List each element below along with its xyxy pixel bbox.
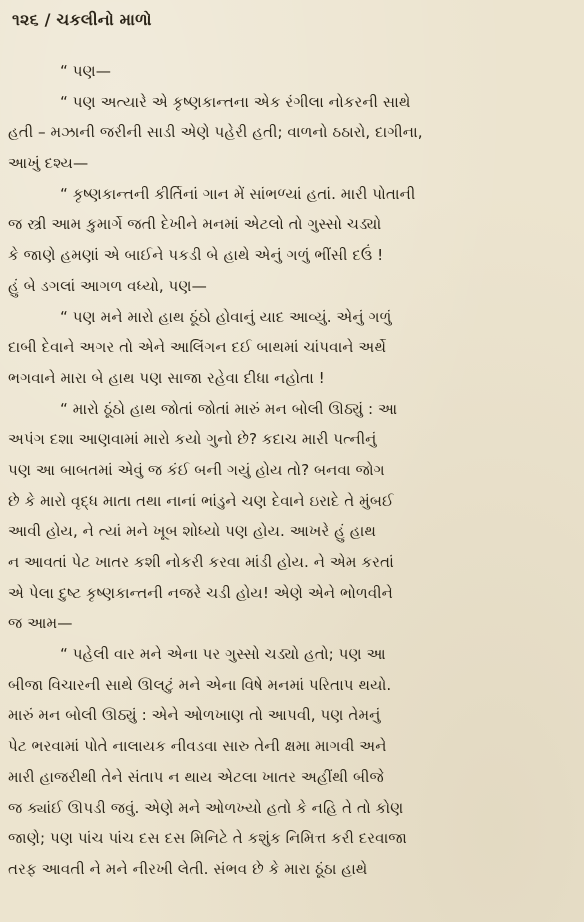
text-line: “ પણ મને મારો હાથ ઠૂંઠો હોવાનું યાદ આવ્યું. એનું ગળું bbox=[60, 307, 392, 326]
text-line: છે કે મારો વૃદ્ધ માતા તથા નાનાં ભાંડુને ચણ દેવાને ઇરાદે તે મુંબઈ bbox=[8, 491, 394, 510]
text-line: આવી હોય, ને ત્યાં મને ખૂબ શોધ્યો પણ હોય. આખરે હું હાથ bbox=[8, 522, 376, 541]
text-line: તરફ આવતી ને મને નીરખી લેતી. સંભવ છે કે મારા ઠૂંઠા હાથે bbox=[8, 859, 368, 878]
text-line: અપંગ દશા આણવામાં મારો કયો ગુનો છે? કદાચ મારી પત્નીનું bbox=[8, 430, 377, 449]
text-line: જ આમ— bbox=[8, 614, 73, 633]
page-header bbox=[12, 10, 152, 30]
text-line: જ સ્ત્રી આમ કુમાર્ગે જતી દેખીને મનમાં એટલો તો ગુસ્સો ચડ્યો bbox=[8, 215, 382, 234]
text-line: “ મારો ઠૂંઠો હાથ જોતાં જોતાં મારું મન બોલી ઊઠ્યું : આ bbox=[60, 399, 398, 418]
text-line: જ ક્યાંઈ ઊપડી જવું. એણે મને ઓળખ્યો હતો કે નહિ તે તો કોણ bbox=[8, 798, 404, 817]
text-line: “ પણ અત્યારે એ કૃષ્ણકાન્તના એક રંગીલા નોકરની સાથે bbox=[60, 92, 411, 111]
text-line: દાબી દેવાને અગર તો એને આલિંગન દઈ બાથમાં ચાંપવાને અર્થે bbox=[8, 338, 387, 357]
text-line: મારી હાજરીથી તેને સંતાપ ન થાય એટલા ખાતર અહીંથી બીજે bbox=[8, 767, 384, 786]
header-separator: / bbox=[44, 10, 51, 29]
text-line: આખું દશ્ય— bbox=[8, 154, 89, 173]
text-line: પણ આ બાબતમાં એવું જ કંઈ બની ગયું હોય તો? બનવા જોગ bbox=[8, 460, 385, 479]
text-line: “ પણ— bbox=[60, 62, 111, 80]
text-line: એ પેલા દુષ્ટ કૃષ્ણકાન્તની નજરે ચડી હોય! એણે એને ભોળવીને bbox=[8, 583, 393, 602]
text-line: “ કૃષ્ણકાન્તની કીર્તિનાં ગાન મેં સાંભળ્યાં હતાં. મારી પોતાની bbox=[60, 184, 416, 203]
text-line: “ પહેલી વાર મને એના પર ગુસ્સો ચડ્યો હતો; પણ આ bbox=[60, 645, 386, 664]
book-title: ચકલીનો માળો bbox=[56, 10, 152, 29]
page-number: ૧૨૬ bbox=[12, 10, 39, 29]
text-line: હું બે ડગલાં આગળ વધ્યો, પણ— bbox=[8, 276, 207, 295]
text-line: ન આવતાં પેટ ખાતર કશી નોકરી કરવા માંડી હોય. ને એમ કરતાં bbox=[8, 553, 394, 571]
text-line: પેટ ભરવામાં પોતે નાલાયક નીવડવા સારુ તેની ક્ષમા માગવી અને bbox=[8, 737, 387, 756]
text-line: જાણે; પણ પાંચ પાંચ દસ દસ મિનિટે તે કશુંક નિમિત્ત કરી દરવાજા bbox=[8, 829, 408, 848]
text-line: બીજા વિચારની સાથે ઊલટું મને એના વિષે મનમાં પરિતાપ થયો. bbox=[8, 675, 392, 694]
body-text bbox=[8, 56, 548, 885]
text-line: હતી – મઝાની જરીની સાડી એણે પહેરી હતી; વાળનો ઠઠારો, દાગીના, bbox=[8, 123, 423, 142]
text-line: મારું મન બોલી ઊઠ્યું : એને ઓળખાણ તો આપવી, પણ તેમનું bbox=[8, 706, 381, 725]
text-line: ભગવાને મારા બે હાથ પણ સાજા રહેવા દીધા નહોતા ! bbox=[8, 368, 325, 387]
text-line: કે જાણે હમણાં એ બાઈને પકડી બે હાથે એનું ગળું ભીંસી દઉં ! bbox=[8, 246, 384, 265]
